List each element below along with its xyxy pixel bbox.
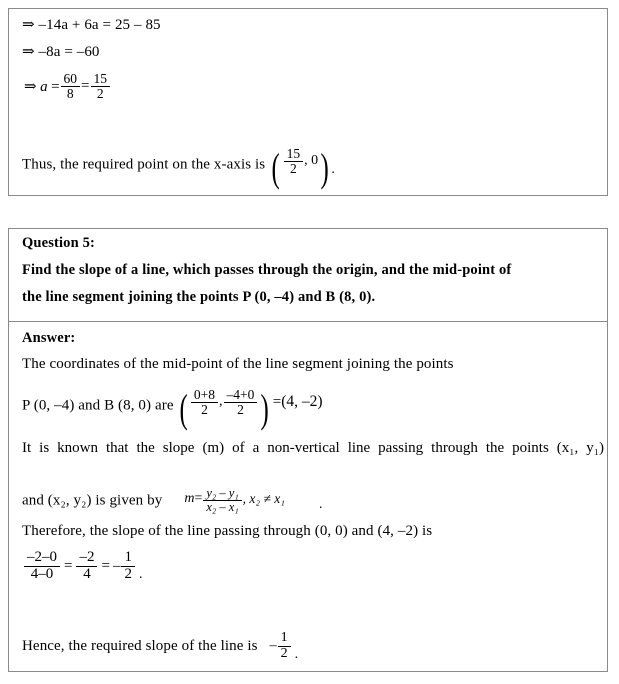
- fraction-numerator: y₂ – y₁: [203, 487, 241, 501]
- computation-period: .: [138, 566, 143, 582]
- midpoint-result: (4, –2): [281, 393, 323, 411]
- fraction-slope: [203, 487, 241, 514]
- fraction-denominator: 2: [289, 161, 297, 177]
- left-paren-icon: (: [179, 385, 188, 431]
- fraction-numerator: –2–0: [24, 550, 60, 567]
- right-paren-icon: ): [260, 385, 270, 431]
- fraction-y-midpoint: [224, 388, 258, 417]
- fraction-denominator: 2: [237, 402, 244, 418]
- fraction-numerator: 15: [91, 72, 111, 87]
- midpoint-computation-line: [22, 385, 323, 431]
- slope-formula-line: [22, 487, 322, 514]
- minus-sign: –: [112, 557, 121, 574]
- slope-condition: , x₂ ≠ x₁: [242, 491, 285, 507]
- pair-second-value: 0: [311, 153, 319, 169]
- fraction-1-over-2: [121, 550, 135, 583]
- hence-line: [22, 631, 298, 663]
- conclusion-line: [22, 144, 335, 190]
- midpoint-expression: [177, 385, 323, 431]
- slope-symbol-m: m: [184, 491, 195, 507]
- ordered-pair: ( $\frac{15}{2}$ , 0): [271, 144, 329, 190]
- fraction-denominator: 2: [201, 402, 208, 418]
- fraction-15-over-2: [91, 72, 111, 101]
- slope-formula-period: .: [318, 496, 323, 512]
- equals-sign: =: [194, 491, 203, 507]
- equals-sign-2: =: [101, 557, 110, 574]
- right-paren-icon: ): [320, 144, 329, 190]
- fraction-denominator: 8: [66, 86, 74, 102]
- conclusion-period: .: [331, 161, 335, 177]
- fraction-numerator: 60: [61, 72, 81, 87]
- fraction-numerator: 1: [278, 631, 291, 647]
- fraction-denominator: 2: [280, 645, 288, 661]
- question-text-line-1: Find the slope of a line, which passes through the origin, and the mid-point of: [22, 262, 512, 278]
- slope-formula-prefix: and (x₂, y₂) is given by: [22, 492, 163, 509]
- fraction-denominator: 4–0: [30, 565, 54, 582]
- fraction-denominator: 2: [124, 565, 132, 582]
- midpoint-comma: ,: [219, 394, 223, 410]
- fraction-x-midpoint: [191, 388, 218, 417]
- hence-text: Hence, the required slope of the line is: [22, 637, 258, 654]
- minus-sign: –: [269, 638, 277, 654]
- answer-panel: [9, 322, 607, 671]
- fraction-60-over-8: [61, 72, 81, 101]
- left-paren-icon: (: [271, 144, 281, 190]
- equals-sign: =: [81, 77, 90, 94]
- conclusion-text: Thus, the required point on the x-axis is: [22, 156, 266, 173]
- slope-formula-expression: [184, 487, 285, 514]
- question-label: Question 5:: [22, 235, 95, 251]
- fraction-minus2-over-4: [76, 550, 97, 583]
- equals-sign-1: =: [64, 557, 73, 574]
- variable-a: a: [40, 78, 48, 95]
- midpoint-equals: =: [272, 393, 282, 410]
- answer-label: Answer:: [22, 330, 76, 346]
- fraction-numerator: –4+0: [224, 388, 258, 403]
- equation-line-1: ⇒ –14a + 6a = 25 – 85: [22, 17, 161, 33]
- slope-definition-line: It is known that the slope (m) of a non-vertical line passing through the points (x₁, y₁): [22, 440, 604, 456]
- fraction-1-over-2: [278, 631, 291, 661]
- question-panel: [9, 229, 607, 322]
- equation-a-value: ⇒ a = $\frac{60}{8}$ = $\frac{15}{2}$: [24, 72, 111, 101]
- fraction-numerator: 1: [121, 550, 135, 567]
- fraction-numerator: 15: [284, 147, 304, 162]
- fraction-denominator: x₂ – x₁: [206, 500, 239, 515]
- question-text-line-2: the line segment joining the points P (0, –4) and B (8, 0).: [22, 289, 376, 305]
- slope-computation-line: [23, 550, 142, 583]
- midpoint-prefix: P (0, –4) and B (8, 0) are: [22, 397, 174, 414]
- fraction-denominator: 4: [83, 565, 91, 582]
- therefore-line: Therefore, the slope of the line passing through (0, 0) and (4, –2) is: [22, 523, 433, 539]
- final-slope-value: [270, 631, 292, 661]
- fraction-delta-y-over-delta-x: [24, 550, 60, 583]
- fraction-numerator: –2: [76, 550, 97, 567]
- fraction-numerator: 0+8: [191, 388, 218, 403]
- fraction-15-over-2: [284, 147, 304, 176]
- answer-intro-line: The coordinates of the mid-point of the line segment joining the points: [22, 356, 454, 372]
- equation-line-2: ⇒ –8a = –60: [22, 44, 100, 60]
- fraction-denominator: 2: [96, 86, 104, 102]
- previous-answer-box: [8, 8, 608, 196]
- question-answer-box: [8, 228, 608, 672]
- hence-period: .: [294, 646, 299, 662]
